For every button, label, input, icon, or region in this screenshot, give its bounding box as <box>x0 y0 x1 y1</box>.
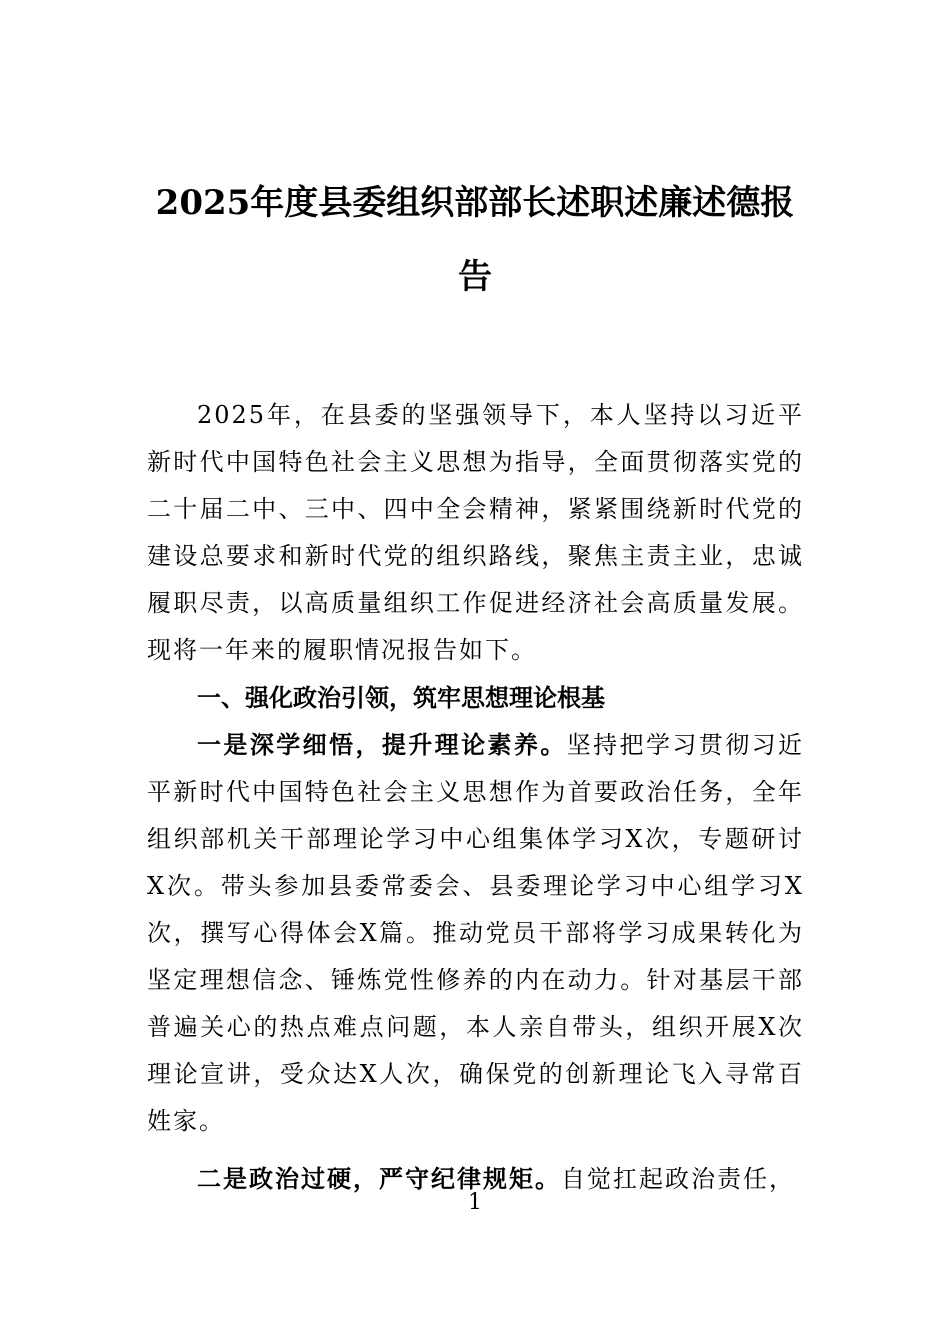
point-2-lead: 二是政治过硬，严守纪律规矩。 <box>197 1164 561 1193</box>
document-title <box>150 166 800 314</box>
title-line-2: 告 <box>458 257 492 297</box>
title-line-1: 2025年度县委组织部部长述职述廉述德报 <box>155 183 795 223</box>
section-heading-1: 一、强化政治引领，筑牢思想理论根基 <box>197 683 605 712</box>
point-1-lead: 一是深学细悟，提升理论素养。 <box>197 730 567 759</box>
point-1-paragraph <box>147 721 804 1145</box>
point-2-body: 自觉扛起政治责任， <box>561 1165 795 1193</box>
intro-paragraph: 2025年，在县委的坚强领导下，本人坚持以习近平新时代中国特色社会主义思想为指导，全面贯彻落实党的二十届二中、三中、四中全会精神，紧紧围绕新时代党的建设总要求和新时代党的组织路线，聚焦主责主业，忠诚履职尽责，以高质量组织工作促进经济社会高质量发展。现将一年来的履职情况报告如下。 <box>147 401 804 664</box>
page-number: 1 <box>468 1190 482 1215</box>
point-1-body: 坚持把学习贯彻习近平新时代中国特色社会主义思想作为首要政治任务，全年组织部机关干部理论学习中心组集体学习X次，专题研讨X次。带头参加县委常委会、县委理论学习中心组学习X次，撰写心得体会X篇。推动党员干部将学习成果转化为坚定理想信念、锤炼党性修养的内在动力。针对基层干部普遍关心的热点难点问题，本人亲自带头，组织开展X次理论宣讲，受众达X人次，确保党的创新理论飞入寻常百姓家。 <box>147 731 805 1135</box>
document-body <box>147 392 804 1203</box>
